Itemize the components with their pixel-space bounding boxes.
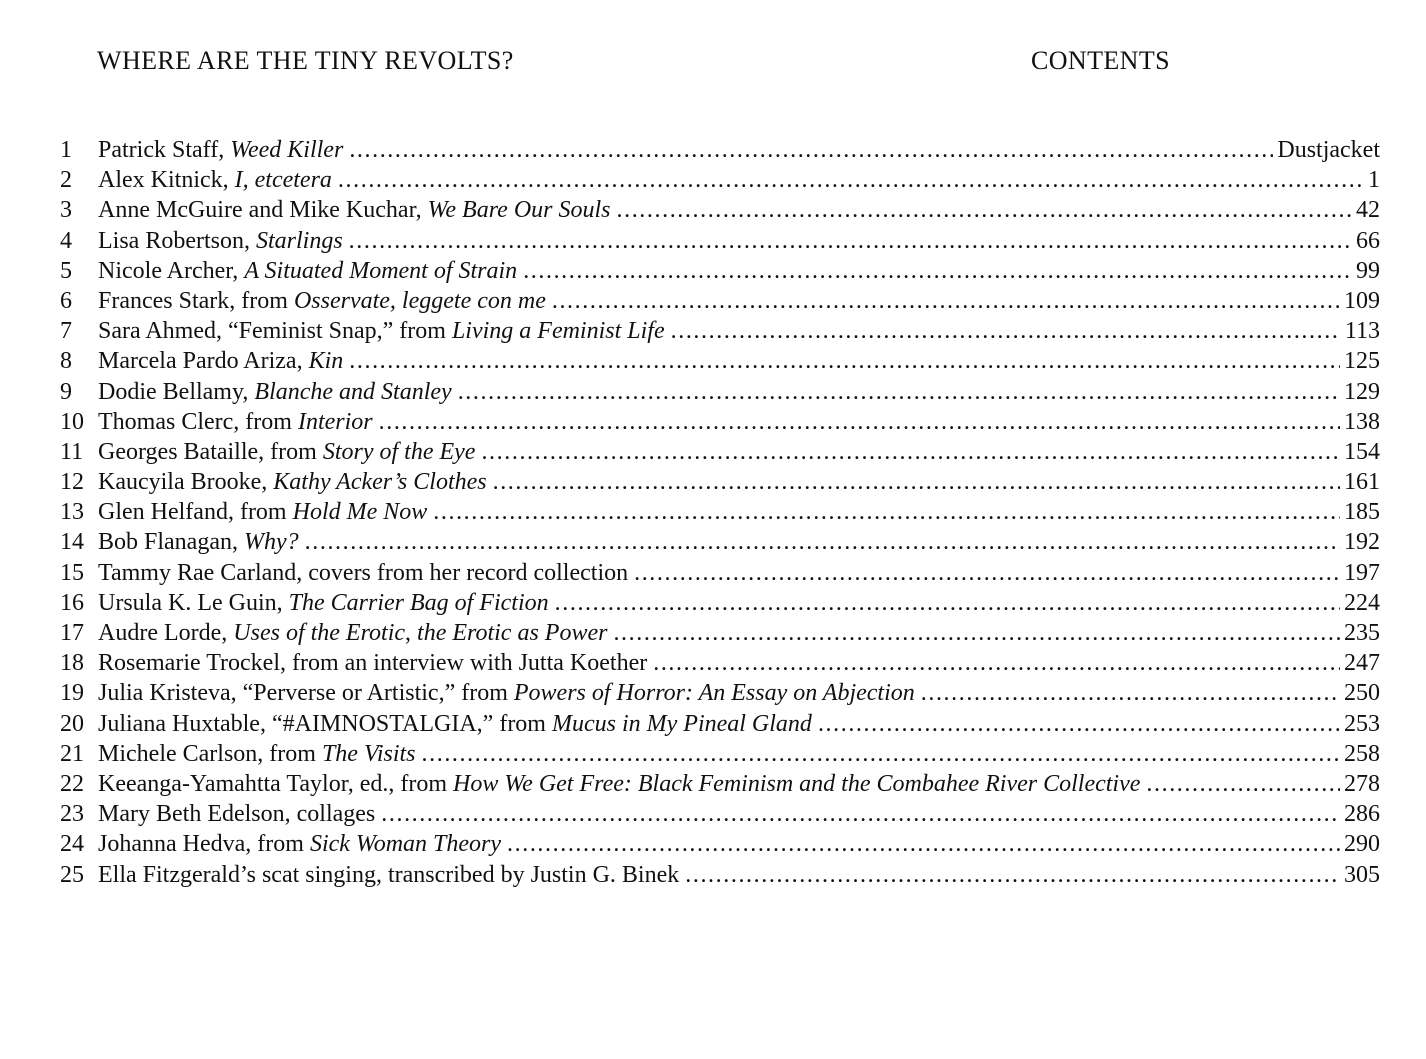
- entry-text: Sara Ahmed, “Feminist Snap,” from: [98, 318, 452, 345]
- toc-entry-body: [98, 195, 1352, 225]
- toc-entry-page: 286: [1344, 801, 1380, 828]
- dot-leader: [552, 286, 1340, 316]
- toc-entry-title: [98, 618, 613, 648]
- entry-text: Thomas Clerc, from: [98, 408, 298, 435]
- toc-entry-title: [98, 407, 379, 437]
- toc-entry-number: 25: [60, 861, 84, 888]
- dot-leader: [379, 407, 1340, 437]
- toc-entry-body: [98, 709, 1340, 739]
- toc-entry-page: 161: [1344, 469, 1380, 496]
- entry-text: Michele Carlson, from: [98, 740, 322, 767]
- toc-entry: [60, 618, 1380, 648]
- toc-entry-title: [98, 256, 523, 286]
- dot-leader: [634, 558, 1340, 588]
- toc-entry-body: [98, 739, 1340, 769]
- toc-entry-body: [98, 860, 1340, 890]
- toc-entry-number: 22: [60, 770, 84, 797]
- toc-entry-body: [98, 799, 1340, 829]
- dot-leader: [338, 165, 1364, 195]
- work-title: Sick Woman Theory: [309, 831, 502, 858]
- table-of-contents: [60, 135, 1380, 890]
- entry-text: Nicole Archer,: [98, 257, 245, 284]
- toc-entry-page: 109: [1344, 287, 1380, 314]
- toc-entry-body: [98, 678, 1340, 708]
- toc-entry: [60, 346, 1380, 376]
- toc-entry-page: 154: [1344, 438, 1380, 465]
- work-title: A Situated Moment of Strain: [244, 257, 518, 284]
- toc-entry: [60, 799, 1380, 829]
- toc-entry: [60, 648, 1380, 678]
- toc-entry-number: 5: [60, 257, 72, 284]
- dot-leader: [433, 497, 1340, 527]
- toc-entry-number: 2: [60, 167, 72, 194]
- toc-entry-number: 8: [60, 348, 72, 375]
- book-title: WHERE ARE THE TINY REVOLTS?: [97, 46, 514, 75]
- toc-entry: [60, 195, 1380, 225]
- toc-entry: [60, 226, 1380, 256]
- toc-entry-body: [98, 377, 1340, 407]
- toc-entry-page: 224: [1344, 589, 1380, 616]
- toc-entry: [60, 588, 1380, 618]
- entry-text: Julia Kristeva, “Perverse or Artistic,” from: [98, 680, 514, 707]
- work-title: We Bare Our Souls: [427, 197, 611, 224]
- toc-entry: [60, 286, 1380, 316]
- toc-entry: [60, 135, 1380, 165]
- toc-entry-title: [98, 437, 481, 467]
- toc-entry-page: 305: [1344, 861, 1380, 888]
- entry-text: Bob Flanagan,: [98, 529, 244, 556]
- entry-text: ,: [405, 620, 418, 646]
- toc-entry-page: Dustjacket: [1277, 137, 1380, 163]
- toc-entry-number: 18: [60, 650, 84, 677]
- dot-leader: [422, 739, 1340, 769]
- dot-leader: [921, 678, 1340, 708]
- toc-entry-body: [98, 165, 1364, 195]
- toc-entry-body: [98, 588, 1340, 618]
- toc-entry-number: 19: [60, 680, 84, 707]
- work-title: Hold Me Now: [292, 499, 428, 526]
- toc-entry-number: 9: [60, 378, 72, 405]
- dot-leader: [381, 799, 1340, 829]
- dot-leader: [613, 618, 1340, 648]
- toc-entry: [60, 678, 1380, 708]
- toc-entry-title: [98, 467, 493, 497]
- toc-entry: [60, 769, 1380, 799]
- toc-entry-page: 129: [1344, 378, 1380, 405]
- toc-entry-page: 113: [1344, 318, 1380, 345]
- work-title: Weed Killer: [230, 137, 344, 163]
- toc-entry-title: [98, 860, 685, 890]
- toc-entry-page: 258: [1344, 740, 1380, 767]
- toc-entry: [60, 165, 1380, 195]
- toc-entry-number: 17: [60, 620, 84, 646]
- toc-entry-title: [98, 286, 552, 316]
- toc-entry-body: [98, 829, 1340, 859]
- toc-entry-title: [98, 678, 921, 708]
- toc-entry-body: [98, 286, 1340, 316]
- entry-text: Juliana Huxtable, “#AIMNOSTALGIA,” from: [98, 710, 552, 737]
- entry-text: Marcela Pardo Ariza,: [98, 348, 309, 375]
- toc-entry-number: 15: [60, 559, 84, 586]
- toc-entry-body: [98, 316, 1341, 346]
- toc-entry-number: 12: [60, 469, 84, 496]
- toc-entry-body: [98, 346, 1340, 376]
- entry-text: Anne McGuire and Mike Kuchar,: [98, 197, 428, 224]
- toc-entry-body: [98, 497, 1340, 527]
- entry-text: Mary Beth Edelson, collages: [98, 801, 376, 828]
- toc-entry-number: 13: [60, 499, 84, 526]
- toc-entry-page: 197: [1344, 559, 1380, 586]
- dot-leader: [818, 709, 1340, 739]
- toc-entry-page: 235: [1344, 620, 1380, 646]
- toc-entry-page: 125: [1344, 348, 1380, 375]
- entry-text: Tammy Rae Carland, covers from her record collection: [98, 559, 629, 586]
- toc-entry-page: 42: [1356, 197, 1380, 224]
- dot-leader: [493, 467, 1340, 497]
- entry-text: Glen Helfand, from: [98, 499, 293, 526]
- dot-leader: [349, 346, 1340, 376]
- entry-text: Audre Lorde,: [98, 620, 234, 646]
- dot-leader: [617, 195, 1353, 225]
- work-title: The Visits: [321, 740, 416, 767]
- toc-entry-title: [98, 195, 617, 225]
- entry-text: Ursula K. Le Guin,: [98, 589, 289, 616]
- toc-entry-body: [98, 437, 1340, 467]
- toc-entry-body: [98, 407, 1340, 437]
- toc-entry-number: 1: [60, 137, 72, 163]
- toc-entry-number: 16: [60, 589, 84, 616]
- work-title: Powers of Horror: An Essay on Abjection: [513, 680, 915, 707]
- entry-text: Frances Stark, from: [98, 287, 294, 314]
- entry-text: Lisa Robertson,: [98, 227, 256, 254]
- toc-entry-page: 253: [1344, 710, 1380, 737]
- toc-entry-page: 290: [1344, 831, 1380, 858]
- toc-entry: [60, 407, 1380, 437]
- work-title: Kathy Acker’s Clothes: [273, 469, 487, 496]
- toc-entry-title: [98, 829, 507, 859]
- toc-entry: [60, 377, 1380, 407]
- toc-entry-title: [98, 799, 381, 829]
- toc-entry-body: [98, 135, 1273, 165]
- work-title: the Erotic as Power: [417, 620, 608, 646]
- entry-text: Georges Bataille, from: [98, 438, 323, 465]
- dot-leader: [481, 437, 1340, 467]
- toc-entry-page: 192: [1344, 529, 1380, 556]
- toc-entry-page: 247: [1344, 650, 1380, 677]
- toc-entry-title: [98, 769, 1146, 799]
- work-title: Interior: [297, 408, 373, 435]
- toc-entry: [60, 527, 1380, 557]
- toc-entry: [60, 437, 1380, 467]
- toc-entry-title: [98, 377, 458, 407]
- toc-entry-body: [98, 226, 1352, 256]
- toc-entry-number: 14: [60, 529, 84, 556]
- entry-text: Patrick Staff,: [98, 137, 231, 163]
- work-title: Uses of the Erotic: [233, 620, 406, 646]
- toc-entry-title: [98, 558, 634, 588]
- toc-entry-number: 3: [60, 197, 72, 224]
- work-title: Blanche and Stanley: [254, 378, 452, 405]
- toc-entry-number: 21: [60, 740, 84, 767]
- work-title: How We Get Free: Black Feminism and the Combahee River Collective: [453, 770, 1141, 797]
- entry-text: Johanna Hedva, from: [98, 831, 310, 858]
- toc-entry-number: 23: [60, 801, 84, 828]
- toc-entry-title: [98, 316, 671, 346]
- toc-entry: [60, 739, 1380, 769]
- entry-text: Ella Fitzgerald’s scat singing, transcribed by Justin G. Binek: [98, 861, 680, 888]
- dot-leader: [349, 226, 1352, 256]
- toc-entry-number: 4: [60, 227, 72, 254]
- work-title: Story of the Eye: [322, 438, 476, 465]
- entry-text: Dodie Bellamy,: [98, 378, 255, 405]
- toc-entry-body: [98, 527, 1340, 557]
- dot-leader: [305, 527, 1340, 557]
- section-title: CONTENTS: [1031, 46, 1170, 75]
- dot-leader: [507, 829, 1340, 859]
- toc-entry-number: 10: [60, 408, 84, 435]
- toc-entry-page: 250: [1344, 680, 1380, 707]
- toc-entry: [60, 497, 1380, 527]
- toc-entry-page: 278: [1344, 770, 1380, 797]
- dot-leader: [653, 648, 1340, 678]
- toc-entry: [60, 256, 1380, 286]
- toc-entry-number: 6: [60, 287, 72, 314]
- toc-entry: [60, 316, 1380, 346]
- work-title: Kin: [308, 348, 344, 375]
- entry-text: Kaucyila Brooke,: [98, 469, 274, 496]
- dot-leader: [1146, 769, 1340, 799]
- toc-entry: [60, 860, 1380, 890]
- toc-entry-title: [98, 135, 349, 165]
- toc-entry: [60, 709, 1380, 739]
- work-title: I, etcetera: [234, 167, 332, 194]
- dot-leader: [685, 860, 1340, 890]
- work-title: Mucus in My Pineal Gland: [551, 710, 812, 737]
- toc-entry: [60, 829, 1380, 859]
- toc-entry-title: [98, 709, 818, 739]
- toc-entry-page: 138: [1344, 408, 1380, 435]
- toc-entry-number: 20: [60, 710, 84, 737]
- toc-entry-body: [98, 467, 1340, 497]
- toc-entry-title: [98, 346, 349, 376]
- toc-entry-page: 99: [1356, 257, 1380, 284]
- toc-entry-body: [98, 618, 1340, 648]
- toc-entry-number: 11: [60, 438, 84, 465]
- dot-leader: [458, 377, 1340, 407]
- toc-entry-body: [98, 558, 1340, 588]
- toc-entry-page: 185: [1344, 499, 1380, 526]
- work-title: Living a Feminist Life: [451, 318, 665, 345]
- toc-entry-page: 1: [1368, 167, 1380, 194]
- work-title: Why?: [243, 529, 299, 556]
- entry-text: Rosemarie Trockel, from an interview with Jutta Koether: [98, 650, 648, 677]
- dot-leader: [523, 256, 1352, 286]
- toc-entry-page: 66: [1356, 227, 1380, 254]
- toc-entry: [60, 467, 1380, 497]
- toc-entry-title: [98, 648, 653, 678]
- toc-entry-title: [98, 226, 349, 256]
- toc-entry-title: [98, 739, 422, 769]
- work-title: Starlings: [255, 227, 343, 254]
- toc-entry: [60, 558, 1380, 588]
- toc-entry-title: [98, 588, 555, 618]
- toc-entry-title: [98, 497, 433, 527]
- toc-entry-number: 24: [60, 831, 84, 858]
- work-title: The Carrier Bag of Fiction: [288, 589, 549, 616]
- dot-leader: [349, 135, 1273, 165]
- toc-entry-body: [98, 256, 1352, 286]
- entry-text: Keeanga-Yamahtta Taylor, ed., from: [98, 770, 454, 797]
- dot-leader: [555, 588, 1340, 618]
- toc-entry-body: [98, 648, 1340, 678]
- work-title: Osservate, leggete con me: [293, 287, 546, 314]
- toc-entry-title: [98, 527, 305, 557]
- toc-entry-title: [98, 165, 338, 195]
- toc-entry-body: [98, 769, 1340, 799]
- entry-text: Alex Kitnick,: [98, 167, 235, 194]
- toc-entry-number: 7: [60, 318, 72, 345]
- dot-leader: [671, 316, 1341, 346]
